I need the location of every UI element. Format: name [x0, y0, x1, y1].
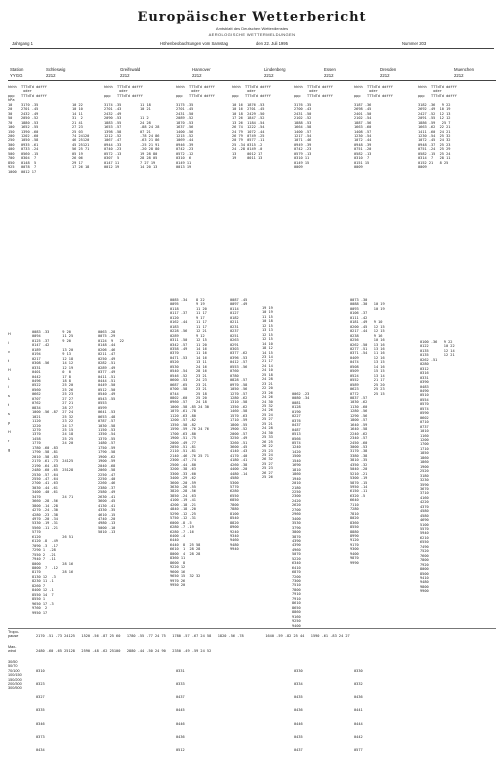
level-value: 0437 — [176, 695, 185, 700]
yygg-lindenberg: 2212 — [264, 73, 274, 78]
margin-label: r — [8, 438, 10, 443]
level-value: 0436 — [294, 708, 303, 713]
tropopause-rule — [8, 628, 496, 629]
level-value: 0446 — [294, 721, 303, 726]
station-essen: Essen — [324, 67, 336, 72]
yygg-muenchen: 2212 — [454, 73, 464, 78]
maxwind-line: 2480 -60 -65 25128 2590 -48 -62 25100 2880 -44 -50 24 90 2350 -49 -59 24 52 — [36, 649, 212, 653]
level-value: 0441 — [354, 708, 363, 713]
observation-label: Höhenbeobachtungen vom Samstag — [160, 41, 228, 46]
level-value: 0435 — [294, 695, 303, 700]
maxwind-label: Max- wind — [8, 645, 17, 654]
level-label: 300/500 — [8, 686, 22, 691]
lower-block-col1: 0083 -33 9 20 0094 11 25 0125 -37 9 20 0147 -42 0189 13 20 0194 9 13 0217 12 18 0308 -56 14 12 0331 12 19 0401 0 0 0442 17 8 0496 18 8 0522 25 20 0560 25 26 0662 25 23 0707 27 27 0762 27 21 0834 28 27 1000 -56 -87 27 24 1021 25 32 1120 23 22 1220 24 17 1270 25 15 1370 24 18 1458 25 25 1770 24 20 1780 -60 -83 1790 -58 -81 2010 -58 -83 2170 -61 -73 24125 2190 -64 -83 2480 -60 -65 25128 2530 -57 -64 2550 -47 -64 2700 -41 -63 3030 -44 -61 3400 -40 -61 3470 24 71 3660 -28 -56 3800 -14 -28 4270 -24 -30 4280 -23 -38 4970 -20 -34 5330 -19 -31 5560 -11 -21 5770 6120 26 51 6120 -8 -49 7090 -3 -17 7290 1 -28 7550 2 -21 7940 7 -11 8000 28 16 8000 7 -12 8170 28 16 8130 12 -3 8230 11 -1 8260 7 8400 12 -1 8550 14 7 8550 1 9650 17 -3 9760 2 9950 17 — [32, 330, 74, 615]
tropopause-label: Tropo- pause — [8, 630, 20, 639]
margin-label: t — [8, 358, 10, 363]
page-title: Europäischer Wetterbericht — [137, 10, 367, 25]
level-value: 0435 — [294, 734, 303, 739]
upper-block-greifswald: hhhh TTTdTd ddfff oder ppp TTTdTd ddfff 3174 -35 2701 -43 2432 -49 2090 -53 1883 -55 1653 -57 1398 -58 1212 -52 1067 -47 0944 -33 0740 -23 0572 -13 0307 5 0147 11 0012 19 — [104, 85, 143, 170]
level-value: 0332 — [354, 682, 363, 687]
margin-label: L — [8, 376, 11, 381]
level-value: 0436 — [354, 695, 363, 700]
report-number: Nummer 203 — [402, 41, 427, 46]
margin-label: i — [8, 385, 9, 390]
margin-label: H — [8, 367, 11, 372]
yygg-essen: 2212 — [324, 73, 334, 78]
lower-block-col2: 0063 -28 0075 -29 0124 9 22 0148 -44 0206 -46 0211 -47 0250 -49 0282 -51 0289 -49 0377 -49 0411 -51 0444 -51 0449 -50 0512 -50 0540 -49 0543 -55 0553 0599 0641 -53 0653 -48 0787 -57 1030 -58 1150 -53 1350 -54 1370 -55 1480 -57 1750 -59 1790 -58 1900 -62 1900 -59 2040 -68 2060 -58 2250 -47 2250 -40 2260 -46 2380 -37 2580 -49 2630 -41 3600 -45 4130 -41 4330 -35 4610 -15 4740 -20 4980 -13 5000 -10 5010 -13 — [98, 330, 124, 535]
report-header — [10, 40, 494, 48]
station-schleswig: Schleswig — [46, 67, 66, 72]
station-greifswald: Greifswald — [120, 67, 141, 72]
station-header-row — [8, 67, 496, 81]
margin-label: g — [8, 447, 11, 452]
upper-block-muenchen: hhhh TTTdTd ddfff oder ppp TTTdTd ddfff 3182 -36 9 22 2692 -49 10 19 2427 -52 12 13 2091 -55 12 12 1886 -59 25 7 1663 -62 22 21 1411 -60 24 21 1230 -54 25 32 1072 -45 24 32 0948 -37 25 23 0751 -24 25 29 0582 -15 25 24 0314 7 28 11 0152 21 8 25 0009 — [418, 85, 457, 170]
lower-block-col3: 0085 -34 8 22 0095 9 19 0118 11 20 0117 -37 11 17 0120 9 17 0162 -44 11 17 0183 11 17 0228 -56 12 21 0289 9 12 0311 -50 12 15 0342 -57 11 20 0358 -49 14 16 0370 11 16 0471 -53 14 16 0520 13 11 0530 24 16 0540 -54 28 16 0546 -52 23 21 0600 -53 24 23 0687 -65 23 21 0700 -58 23 21 0744 25 18 0802 -60 25 20 0960 -57 24 18 1000 -58 -85 24 30 1070 -61 -78 1120 -63 -80 1200 -57 -82 1350 -58 -82 1590 -59 -76 24 76 1700 -63 -80 1900 -51 -75 2000 -49 -77 2050 -51 -81 2110 -51 -81 2140 -46 -76 25 71 2300 -47 -74 2500 -44 -80 3200 -38 -63 3300 -33 -60 3400 -29 -62 3600 -20 -59 3630 -26 -55 3820 -28 -56 3850 -24 -63 4100 -19 -41 4200 -18 -21 4840 -18 -20 5290 -12 -25 5750 -12 -31 6000 -8 -5 6280 -7 -19 6280 -7 -16 6400 -4 6440 6440 8 25 58 6610 1 28 28 8000 4 28 28 8360 11 8600 8 9220 12 9600 16 9650 15 32 32 9970 26 9950 20 — [170, 298, 209, 587]
level-label: 70/100 — [8, 668, 20, 673]
margin-label: t — [8, 403, 10, 408]
level-values-c1 — [36, 660, 45, 757]
station-label: Station — [10, 67, 24, 72]
level-value: 0434 — [36, 748, 45, 753]
margin-label: i — [8, 340, 9, 345]
station-dresden: Dresden — [380, 67, 397, 72]
station-hannover: Hannover — [192, 67, 211, 72]
level-value: 0444 — [354, 721, 363, 726]
level-value: 0512 — [176, 748, 185, 753]
level-label: 50/70 — [8, 664, 18, 669]
left-margin-labels — [8, 330, 11, 455]
margin-label: s — [8, 394, 10, 399]
lower-block-col7: 0073 -30 0088 -30 10 19 0093 10 19 0106 -37 0111 -42 0181 -49 9 10 0200 -45 12 15 0217 -44 12 15 0238 9 16 0256 10 16 0262 -50 13 16 0277 -51 13 16 0371 -54 11 16 0409 12 16 0474 13 15 0508 14 16 0509 15 15 0524 13 14 0552 21 17 0589 25 20 0623 25 23 0772 25 15 0837 -57 1030 -62 1130 -60 1280 -56 1290 -56 1800 -57 1640 -59 1640 -58 2240 -62 2340 -57 2450 -60 3000 -53 3170 -38 3380 -38 3810 -35 4350 -32 5040 -20 5210 -21 5300 -19 5870 -15 5950 -14 6150 -11 6320 -5 6640 7110 7280 7810 8020 8360 8550 8880 8990 9120 9170 9300 9400 9870 9990 — [350, 298, 385, 565]
upper-block-greifswald-wind: 11 18 10 21 11 2 24 28 -88 24 28 07 21 -78 24 86 -63 21 86 -25 21 91 -20 28 80 19 28 80 28 28 05 7 27 19 14 20 13 — [140, 102, 160, 170]
upper-block-schleswig-wind: 10 22 10 10 14 11 31 2 21 41 27 23 25 03 74 24120 46 25120 45 25121 56 25 71 05 19 26 06 29 17 17 26 18 — [72, 102, 90, 170]
station-rule — [8, 80, 496, 81]
level-labels — [8, 660, 22, 691]
level-value: 0333 — [176, 682, 185, 687]
level-values-c5 — [294, 660, 303, 757]
station-muenchen: Muenchen — [454, 67, 475, 72]
subtitle-section: AEROLOGISCHE WETTERMELDUNGEN — [208, 32, 296, 37]
upper-block-hannover: hhhh TTTdTd ddfff oder ppp TTTdTd ddfff 3175 -35 2701 -45 2431 -50 2089 -52 1870 -53 1637 -56 1400 -56 1215 -52 1069 -44 0946 -39 0742 -23 0572 -12 0310 6 0149 11 0013 19 — [176, 85, 215, 170]
level-value: 0346 — [36, 721, 45, 726]
margin-label: v — [8, 349, 10, 354]
level-value: 0331 — [176, 668, 185, 673]
level-value: 0577 — [354, 748, 363, 753]
yygg-hannover: 2212 — [192, 73, 202, 78]
upper-block-schleswig: hhhh TTTdTd ddfff oder ppp TTTdTd ddfff hPa 10 3170 -35 20 2701 -45 30 2432 -49 50 2050 -52 70 1880 -53 100 1652 -55 150 1390 -60 200 1202 -60 250 1050 -58 300 0935 -61 400 0733 -24 500 0560 -15 700 0304 7 850 0148 5 925 0078 7 1000 0012 17 — [8, 85, 47, 174]
level-value: 0330 — [354, 668, 363, 673]
level-values-c7 — [354, 660, 363, 757]
level-value: 0442 — [354, 734, 363, 739]
lower-block-col8: 0100 -36 9 22 0122 10 22 0135 12 14 0135 12 21 0262 -51 0280 0312 0316 0331 0390 0483 0490 0510 0554 0570 0574 0590 0602 0710 0737 1010 1160 1200 1700 1710 1850 1860 1860 1900 2520 3180 3230 3590 3670 3710 4160 4220 4370 4580 4580 4690 5100 5570 5940 6210 6550 7490 7520 7600 7800 7920 8000 8500 9410 9480 9800 9900 — [420, 340, 455, 594]
level-value: 0335 — [36, 708, 45, 713]
level-value: 0436 — [176, 734, 185, 739]
yygg-label: YYGG — [10, 73, 23, 78]
upper-block-dresden: hhhh TTTdTd ddfff oder ppp TTTdTd ddfff 3187 -36 2698 -45 2401 -50 2102 -54 1887 -56 1663 -60 1408 -57 1230 -54 1072 -44 0948 -39 0751 -20 0582 -13 0310 7 0151 15 0009 — [354, 85, 393, 170]
lower-block-col5: 19 19 10 19 11 15 10 18 12 15 13 13 12 15 12 15 14 10 18 12 14 15 23 14 21 17 24 14 24 10 25 18 24 28 23 21 22 20 23 26 24 26 24 30 25 32 24 26 25 24 25 27 25 21 24 28 24 30 25 33 26 25 26 22 25 23 25 24 26 32 25 27 25 23 26 27 25 26 — [262, 306, 273, 480]
lower-block-col4: 0087 -45 0097 -49 0114 0127 0182 0211 0231 0237 0251 0263 0291 0303 0377 -62 0396 -53 0412 -57 0553 -56 0760 0780 0828 -57 0970 -58 1050 -56 1270 -57 1280 -62 1310 -58 1350 -62 1460 -58 1570 -63 1710 -59 1800 -55 1900 -52 2000 -57 3250 -49 3260 -51 3600 -45 4140 -43 4170 -40 4180 -41 4260 -38 4400 -20 4480 -14 4580 5300 5770 6280 6550 6850 7800 7880 8100 8540 8820 8900 9240 9340 9460 9480 9940 — [230, 298, 248, 552]
tropopause-line: 2170 -51 -73 24125 1520 -56 -87 25 60 1780 -55 -77 24 75 1780 -57 -67 24 58 1820 -56 -78 1640 -59 -82 25 44 1590 -61 -83 24 27 — [36, 634, 350, 638]
level-label: 200/300 — [8, 682, 22, 687]
report-date: den 22. Juli 1995 — [256, 41, 288, 46]
subtitle-publisher: Amtsblatt des Deutschen Wetterdienstes — [215, 26, 289, 31]
yygg-dresden: 2212 — [380, 73, 390, 78]
margin-label: H — [8, 429, 11, 434]
margin-label: p — [8, 421, 11, 426]
level-label: 30/50 — [8, 660, 18, 664]
margin-label: s — [8, 412, 10, 417]
level-label: 150/200 — [8, 677, 22, 682]
upper-block-essen: hhhh TTTdTd ddfff oder ppp TTTdTd ddfff 3176 -35 2700 -43 2431 -50 2102 -52 1888 -53 1664 -58 1400 -57 1217 -54 1071 -46 0949 -39 0742 -23 0579 -13 0310 11 0149 15 0009 — [294, 85, 333, 170]
yygg-greifswald: 2212 — [120, 73, 130, 78]
level-value: 0310 — [36, 668, 45, 673]
jahrgang-label: Jahrgang 1 — [12, 41, 33, 46]
header-rule — [10, 48, 494, 49]
margin-label: H — [8, 332, 11, 336]
level-label: 100/150 — [8, 673, 22, 678]
level-value: 0445 — [176, 708, 185, 713]
upper-block-lindenberg: hhhh TTTdTd ddfff oder ppp TTTdTd ddfff 10 16 1876 -53 10 16 2701 -45 10 18 2429 -50 17 26 1847 -52 13 26 1184 -54 26 74 1222 -54 24 79 1072 -44 26 79 0749 -25 20 79 0577 -11 25 -34 0315 -2 24 -28 0149 -0 13 0012 17 19 0011 13 — [232, 85, 271, 161]
yygg-schleswig: 2212 — [46, 73, 56, 78]
level-value: 0330 — [294, 668, 303, 673]
level-value: 0327 — [36, 695, 45, 700]
level-value: 0323 — [36, 682, 45, 687]
lower-block-col6: 0062 -23 0080 -34 0081 0128 0190 0227 0376 0437 0487 0513 0566 0574 1240 1420 1500 1540 1690 1810 1860 1940 2010 2180 2250 2300 2420 2620 2700 2960 3400 3530 3790 3800 3870 4390 4390 4960 5070 5220 6340 6410 6870 7200 7300 7510 7800 7910 7910 8610 8650 8860 9160 9250 9400 — [292, 392, 310, 628]
level-values-c3 — [176, 660, 185, 757]
station-lindenberg: Lindenberg — [264, 67, 286, 72]
level-value: 0373 — [36, 734, 45, 739]
level-value: 0446 — [176, 721, 185, 726]
level-value: 0334 — [294, 682, 303, 687]
level-value: 0437 — [294, 748, 303, 753]
